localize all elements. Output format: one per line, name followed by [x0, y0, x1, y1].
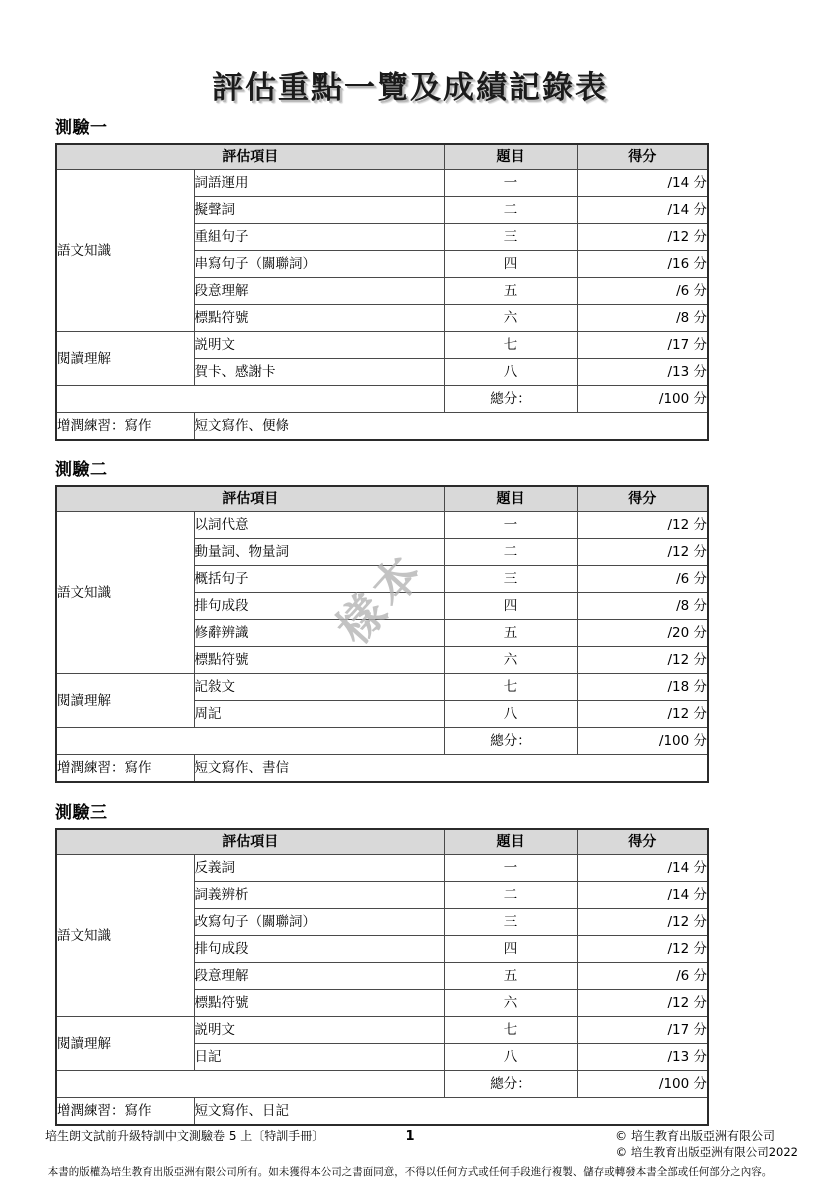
total-score-cell[interactable]: /100 分	[577, 1071, 708, 1098]
test-section	[55, 118, 707, 441]
total-row	[56, 386, 708, 413]
table-row	[56, 332, 708, 359]
test-section	[55, 460, 707, 783]
assessment-item-cell: 説明文	[194, 332, 444, 359]
question-number-cell: 四	[444, 251, 577, 278]
score-cell[interactable]: /12 分	[577, 701, 708, 728]
table-header-row	[56, 144, 708, 170]
score-cell[interactable]: /14 分	[577, 197, 708, 224]
footer-copyright-top: © 培生教育出版亞洲有限公司	[615, 1129, 775, 1143]
question-number-cell: 一	[444, 170, 577, 197]
question-number-cell: 六	[444, 647, 577, 674]
extra-practice-value: 短文寫作、書信	[194, 755, 708, 783]
total-row-blank-cell	[56, 1071, 444, 1098]
assessment-item-cell: 記敍文	[194, 674, 444, 701]
total-score-cell[interactable]: /100 分	[577, 728, 708, 755]
footer-legal-notice: 本書的版權為培生教育出版亞洲有限公司所有。如未獲得本公司之書面同意，不得以任何方式或任何手段進行複製、儲存或轉發本書全部或任何部分之內容。	[47, 1166, 773, 1178]
extra-practice-row	[56, 755, 708, 783]
extra-practice-label: 增潤練習：寫作	[56, 755, 194, 783]
category-cell: 閱讀理解	[56, 674, 194, 728]
question-number-cell: 七	[444, 1017, 577, 1044]
assessment-item-cell: 概括句子	[194, 566, 444, 593]
assessment-item-cell: 以詞代意	[194, 512, 444, 539]
column-header-score: 得分	[577, 829, 708, 855]
table-row	[56, 674, 708, 701]
total-row	[56, 1071, 708, 1098]
table-header-row	[56, 486, 708, 512]
total-label: 總分：	[444, 386, 577, 413]
assessment-item-cell: 標點符號	[194, 305, 444, 332]
question-number-cell: 五	[444, 620, 577, 647]
score-cell[interactable]: /18 分	[577, 674, 708, 701]
question-number-cell: 四	[444, 936, 577, 963]
column-header-item: 評估項目	[56, 829, 444, 855]
section-heading: 測驗二	[55, 460, 108, 480]
table-row	[56, 855, 708, 882]
assessment-item-cell: 修辭辨識	[194, 620, 444, 647]
score-cell[interactable]: /12 分	[577, 936, 708, 963]
column-header-item: 評估項目	[56, 486, 444, 512]
assessment-item-cell: 日記	[194, 1044, 444, 1071]
question-number-cell: 一	[444, 855, 577, 882]
extra-practice-row	[56, 413, 708, 441]
score-cell[interactable]: /12 分	[577, 224, 708, 251]
extra-practice-label: 增潤練習：寫作	[56, 1098, 194, 1126]
question-number-cell: 二	[444, 539, 577, 566]
score-cell[interactable]: /8 分	[577, 593, 708, 620]
column-header-score: 得分	[577, 144, 708, 170]
score-cell[interactable]: /12 分	[577, 647, 708, 674]
assessment-item-cell: 詞語運用	[194, 170, 444, 197]
question-number-cell: 一	[444, 512, 577, 539]
footer-copyright-bottom: © 培生教育出版亞洲有限公司2022	[615, 1145, 798, 1159]
assessment-item-cell: 段意理解	[194, 278, 444, 305]
category-cell: 閱讀理解	[56, 332, 194, 386]
assessment-item-cell: 詞義辨析	[194, 882, 444, 909]
score-table	[55, 828, 709, 1126]
question-number-cell: 六	[444, 305, 577, 332]
question-number-cell: 四	[444, 593, 577, 620]
section-heading: 測驗三	[55, 803, 108, 823]
total-score-cell[interactable]: /100 分	[577, 386, 708, 413]
extra-practice-value: 短文寫作、便條	[194, 413, 708, 441]
score-cell[interactable]: /12 分	[577, 539, 708, 566]
score-cell[interactable]: /6 分	[577, 566, 708, 593]
column-header-question: 題目	[444, 829, 577, 855]
table-row	[56, 1017, 708, 1044]
question-number-cell: 七	[444, 674, 577, 701]
category-cell: 語文知識	[56, 855, 194, 1017]
score-cell[interactable]: /16 分	[577, 251, 708, 278]
assessment-item-cell: 串寫句子（關聯詞）	[194, 251, 444, 278]
score-cell[interactable]: /12 分	[577, 512, 708, 539]
column-header-question: 題目	[444, 144, 577, 170]
assessment-item-cell: 重組句子	[194, 224, 444, 251]
total-label: 總分：	[444, 1071, 577, 1098]
column-header-item: 評估項目	[56, 144, 444, 170]
total-label: 總分：	[444, 728, 577, 755]
assessment-item-cell: 標點符號	[194, 647, 444, 674]
question-number-cell: 八	[444, 701, 577, 728]
assessment-item-cell: 改寫句子（關聯詞）	[194, 909, 444, 936]
total-row-blank-cell	[56, 728, 444, 755]
assessment-item-cell: 標點符號	[194, 990, 444, 1017]
assessment-item-cell: 段意理解	[194, 963, 444, 990]
score-cell[interactable]: /17 分	[577, 1017, 708, 1044]
score-cell[interactable]: /14 分	[577, 855, 708, 882]
sample-watermark: 樣本	[325, 541, 436, 655]
score-cell[interactable]: /14 分	[577, 882, 708, 909]
table-row	[56, 512, 708, 539]
question-number-cell: 五	[444, 963, 577, 990]
question-number-cell: 三	[444, 224, 577, 251]
score-table	[55, 143, 709, 441]
question-number-cell: 三	[444, 566, 577, 593]
score-cell[interactable]: /13 分	[577, 359, 708, 386]
footer-book-title: 培生朗文試前升級特訓中文測驗卷 5 上〔特訓手冊〕	[45, 1129, 325, 1143]
assessment-item-cell: 排句成段	[194, 936, 444, 963]
total-row	[56, 728, 708, 755]
score-cell[interactable]: /6 分	[577, 278, 708, 305]
question-number-cell: 六	[444, 990, 577, 1017]
column-header-score: 得分	[577, 486, 708, 512]
score-cell[interactable]: /14 分	[577, 170, 708, 197]
question-number-cell: 七	[444, 332, 577, 359]
score-cell[interactable]: /17 分	[577, 332, 708, 359]
question-number-cell: 二	[444, 197, 577, 224]
category-cell: 語文知識	[56, 170, 194, 332]
score-cell[interactable]: /12 分	[577, 990, 708, 1017]
score-cell[interactable]: /6 分	[577, 963, 708, 990]
page-footer	[0, 1128, 820, 1200]
assessment-item-cell: 周記	[194, 701, 444, 728]
section-heading: 測驗一	[55, 118, 108, 138]
question-number-cell: 五	[444, 278, 577, 305]
footer-page-number: 1	[405, 1129, 415, 1144]
column-header-question: 題目	[444, 486, 577, 512]
category-cell: 語文知識	[56, 512, 194, 674]
extra-practice-row	[56, 1098, 708, 1126]
question-number-cell: 三	[444, 909, 577, 936]
score-cell[interactable]: /13 分	[577, 1044, 708, 1071]
test-section	[55, 803, 707, 1126]
table-row	[56, 170, 708, 197]
assessment-item-cell: 排句成段	[194, 593, 444, 620]
table-header-row	[56, 829, 708, 855]
assessment-item-cell: 反義詞	[194, 855, 444, 882]
question-number-cell: 二	[444, 882, 577, 909]
question-number-cell: 八	[444, 1044, 577, 1071]
assessment-item-cell: 動量詞、物量詞	[194, 539, 444, 566]
category-cell: 閱讀理解	[56, 1017, 194, 1071]
extra-practice-value: 短文寫作、日記	[194, 1098, 708, 1126]
page-title: 評估重點一覽及成績記錄表	[212, 70, 608, 106]
score-cell[interactable]: /8 分	[577, 305, 708, 332]
assessment-item-cell: 擬聲詞	[194, 197, 444, 224]
question-number-cell: 八	[444, 359, 577, 386]
score-table	[55, 485, 709, 783]
score-cell[interactable]: /20 分	[577, 620, 708, 647]
total-row-blank-cell	[56, 386, 444, 413]
assessment-item-cell: 説明文	[194, 1017, 444, 1044]
score-cell[interactable]: /12 分	[577, 909, 708, 936]
assessment-item-cell: 賀卡、感謝卡	[194, 359, 444, 386]
extra-practice-label: 增潤練習：寫作	[56, 413, 194, 441]
